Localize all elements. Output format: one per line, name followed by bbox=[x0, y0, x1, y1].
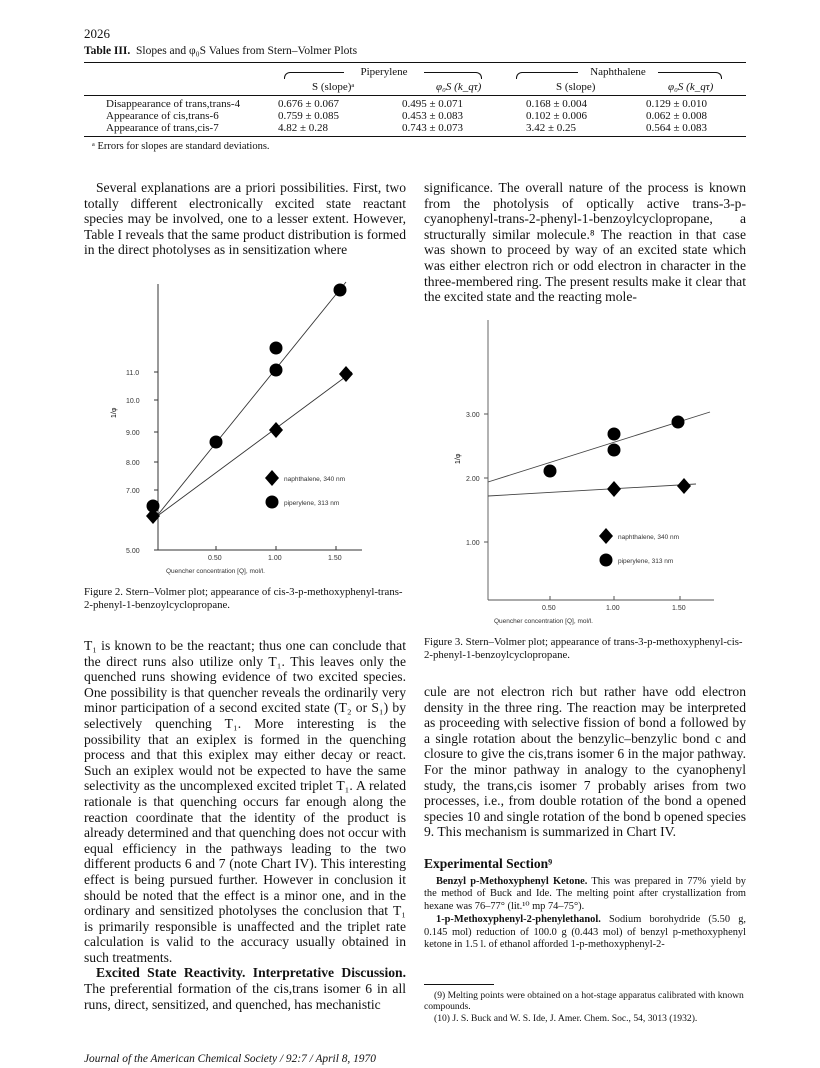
cell: 0.453 ± 0.083 bbox=[402, 110, 464, 122]
experimental-title: Benzyl p-Methoxyphenyl Ketone. bbox=[436, 876, 588, 887]
cell: 0.168 ± 0.004 bbox=[526, 98, 588, 110]
cell: 0.062 ± 0.008 bbox=[646, 110, 708, 122]
fig2-point-piperylene bbox=[334, 284, 347, 297]
table-caption-label: Table III. bbox=[84, 45, 131, 57]
fig2-ytick-label: 5.00 bbox=[126, 548, 140, 555]
figure2-caption: Figure 2. Stern–Volmer plot; appearance of cis-3-p-methoxyphenyl-trans-2-phenyl-1-benzoylcyclopropane. bbox=[84, 586, 403, 611]
group-header-piperylene: Piperylene bbox=[344, 66, 424, 78]
experimental-paragraph bbox=[424, 876, 746, 913]
fig2-naphthalene-line bbox=[152, 372, 352, 520]
table-row bbox=[84, 110, 744, 122]
cell: 0.102 ± 0.006 bbox=[526, 110, 588, 122]
cell: 0.495 ± 0.071 bbox=[402, 98, 464, 110]
fig2-ytick-label: 11.0 bbox=[126, 370, 140, 377]
fig2-xtick-label: 0.50 bbox=[208, 555, 222, 562]
col-header: S (slope) bbox=[556, 81, 596, 93]
fig3-x-ticks bbox=[550, 596, 680, 600]
fig2-point-piperylene bbox=[210, 436, 223, 449]
cell: 0.564 ± 0.083 bbox=[646, 122, 708, 134]
fig3-point-piperylene bbox=[608, 444, 621, 457]
fig2-piperylene-line bbox=[152, 282, 346, 522]
paragraph: T₁ is known to be the reactant; thus one can conclude that the direct runs also utilize only T₁. This leaves only the quenched runs showing evidence of two excited species. One possibility is that quencher reveals the ordinarily very minor participation of a second excited state (T₂ or S₁) by selectively quenching T₁. More interesting is the possibility that an exiplex is formed in the quenching process and that this exiplex may either decay or react. Such an exiplex would not be expected to have the same selectivity as the uncomplexed excited triplet T₁. A related rationale is that quenching occurs far enough along the reaction coordinate that the identity of the product is already determined and that quenching does not occur with equal efficiency in the pathways leading to the two different products 6 and 7 (note Chart IV). This interesting effect is being pursued further. However in conclusion it should be noted that the effect is a minor one, and in the ordinary and sensitized photolyses the conclusion that T₁ is primarily responsible is unaffected and the triplet rate calculation is valid to the accuracy usually obtained in such treatments. bbox=[84, 638, 406, 965]
figure3-plot bbox=[444, 314, 734, 626]
fig3-xtick-label: 0.50 bbox=[542, 605, 556, 612]
experimental-body: This was prepared in 77% yield by the method of Buck and Ide. The melting point after crystallization from hexane was 76–77° (lit.¹⁰ mp 74–75°). bbox=[424, 876, 747, 912]
fig2-legend-piperylene: piperylene, 313 nm bbox=[284, 500, 340, 507]
fig3-point-piperylene bbox=[544, 465, 557, 478]
fig2-legend-circle bbox=[266, 496, 279, 509]
table-header-rule bbox=[84, 95, 746, 96]
fig2-y-label: 1/φ bbox=[111, 407, 118, 418]
left-col-bottom-text bbox=[84, 638, 406, 1012]
fig3-y-ticks bbox=[484, 414, 488, 542]
paragraph-excited-state bbox=[84, 965, 406, 1012]
fig3-point-piperylene bbox=[672, 416, 685, 429]
paragraph: cule are not electron rich but rather have odd electron density in the three ring. The reaction may be interpreted as proceeding with selective fission of bond a followed by a single rotation about the benzylic–benzylic bond c and closure to give the cis,trans isomer 6 in the major pathway. For the minor pathway in analogy to the cyanophenyl study, the trans,cis isomer 7 probably arises from two processes, i.e., from double rotation of the bond a opened species 10 and single rotation of the bond b opened species 9. This mechanism is summarized in Chart IV. bbox=[424, 684, 746, 840]
fig2-legend-naphthalene: naphthalene, 340 nm bbox=[284, 476, 346, 483]
fig3-point-naphthalene bbox=[677, 478, 691, 494]
excited-state-text: The preferential formation of the cis,trans isomer 6 in all runs, direct, sensitized, and quenched, has mechanistic bbox=[84, 981, 406, 1012]
row-label: Disappearance of trans,trans-4 bbox=[106, 98, 241, 110]
fig3-point-naphthalene bbox=[607, 481, 621, 497]
paragraph: significance. The overall nature of the process is known from the photolysis of optically active trans-3-p-cyanophenyl-trans-2-phenyl-1-benzoylcyclopropane, a structurally similar molecule.⁸ The reaction in that case was shown to proceed by way of an excited state which was either electron rich or odd electron in character in the three-membered ring. The present results make it clear that the excited state and the reacting mole- bbox=[424, 180, 746, 305]
table-caption bbox=[84, 45, 357, 57]
fig2-point-piperylene bbox=[270, 364, 283, 377]
fig3-ytick-label: 3.00 bbox=[466, 412, 480, 419]
table-row bbox=[84, 98, 744, 110]
fig2-x-label: Quencher concentration [Q], mol/l. bbox=[166, 568, 265, 575]
footnote-rule bbox=[424, 984, 494, 985]
table-footnote: ᵃ Errors for slopes are standard deviations. bbox=[92, 141, 270, 152]
figure2-plot bbox=[96, 268, 406, 586]
experimental-paragraph bbox=[424, 914, 746, 951]
col-header: φ₀S (k_qτ) bbox=[668, 81, 714, 93]
section-heading-excited-state: Excited State Reactivity. Interpretative Discussion. bbox=[96, 965, 406, 981]
fig2-point-piperylene bbox=[270, 342, 283, 355]
row-label: Appearance of cis,trans-6 bbox=[106, 110, 219, 122]
cell: 0.129 ± 0.010 bbox=[646, 98, 708, 110]
cell: 0.759 ± 0.085 bbox=[278, 110, 340, 122]
cell: 0.676 ± 0.067 bbox=[278, 98, 340, 110]
fig2-ytick-label: 8.00 bbox=[126, 460, 140, 467]
fig2-xtick-label: 1.50 bbox=[328, 555, 342, 562]
fig2-legend-diamond bbox=[265, 470, 279, 486]
page-number: 2026 bbox=[84, 26, 110, 41]
fig2-xtick-label: 1.00 bbox=[268, 555, 282, 562]
figure3-caption: Figure 3. Stern–Volmer plot; appearance of trans-3-p-methoxyphenyl-cis-2-phenyl-1-benzoylcyclopropane. bbox=[424, 636, 743, 661]
experimental-text bbox=[424, 876, 746, 952]
fig3-legend-piperylene: piperylene, 313 nm bbox=[618, 558, 674, 565]
row-label: Appearance of trans,cis-7 bbox=[106, 122, 219, 134]
fig3-xtick-label: 1.50 bbox=[672, 605, 686, 612]
cell: 4.82 ± 0.28 bbox=[278, 122, 329, 134]
fig3-legend-circle bbox=[600, 554, 613, 567]
journal-footer: Journal of the American Chemical Society / 92:7 / April 8, 1970 bbox=[84, 1053, 376, 1065]
paragraph: Several explanations are a priori possibilities. First, two totally different electronically excited state reactant species may be involved, one to a lesser extent. However, Table I reveals that the same product distribution is formed in the direct photolyses as in sensitization where bbox=[84, 180, 406, 258]
fig3-legend-naphthalene: naphthalene, 340 nm bbox=[618, 534, 680, 541]
table-caption-text: Slopes and φ₀S Values from Stern–Volmer Plots bbox=[136, 45, 358, 57]
fig2-ytick-label: 7.00 bbox=[126, 488, 140, 495]
group-header-naphthalene: Naphthalene bbox=[578, 66, 658, 78]
fig3-ytick-label: 2.00 bbox=[466, 476, 480, 483]
cell: 0.743 ± 0.073 bbox=[402, 122, 464, 134]
fig3-ytick-label: 1.00 bbox=[466, 540, 480, 547]
left-col-top-text bbox=[84, 180, 406, 258]
col-header: φ₀S (k_qτ) bbox=[436, 81, 482, 93]
cell: 3.42 ± 0.25 bbox=[526, 122, 577, 134]
fig2-ytick-label: 9.00 bbox=[126, 430, 140, 437]
footnote: (9) Melting points were obtained on a hot-stage apparatus calibrated with known compounds. bbox=[424, 990, 744, 1013]
right-col-bottom-text bbox=[424, 684, 746, 840]
fig3-legend-diamond bbox=[599, 528, 613, 544]
experimental-body: Sodium borohydride (5.50 g, 0.145 mol) reduction of 100.0 g (0.443 mol) of benzyl p-methoxyphenyl ketone in 1.5 l. of ethanol afforded 1-p-methoxyphenyl-2- bbox=[424, 914, 746, 951]
table-bottom-rule bbox=[84, 136, 746, 137]
footnotes bbox=[424, 990, 746, 1024]
table-row bbox=[84, 122, 744, 134]
fig3-xtick-label: 1.00 bbox=[606, 605, 620, 612]
fig3-naphthalene-line bbox=[488, 484, 696, 496]
fig3-x-label: Quencher concentration [Q], mol/l. bbox=[494, 618, 593, 625]
footnote: (10) J. S. Buck and W. S. Ide, J. Amer. Chem. Soc., 54, 3013 (1932). bbox=[434, 1012, 698, 1024]
fig3-point-piperylene bbox=[608, 428, 621, 441]
fig2-ytick-label: 10.0 bbox=[126, 398, 140, 405]
table-top-rule bbox=[84, 62, 746, 63]
experimental-title: 1-p-Methoxyphenyl-2-phenylethanol. bbox=[436, 914, 601, 926]
fig2-y-ticks bbox=[154, 372, 158, 550]
section-heading-experimental: Experimental Section⁹ bbox=[424, 856, 553, 871]
fig2-x-ticks bbox=[216, 546, 336, 550]
col-header: S (slope)ᵃ bbox=[312, 81, 355, 93]
right-col-top-text bbox=[424, 180, 746, 305]
fig3-y-label: 1/φ bbox=[455, 453, 462, 464]
